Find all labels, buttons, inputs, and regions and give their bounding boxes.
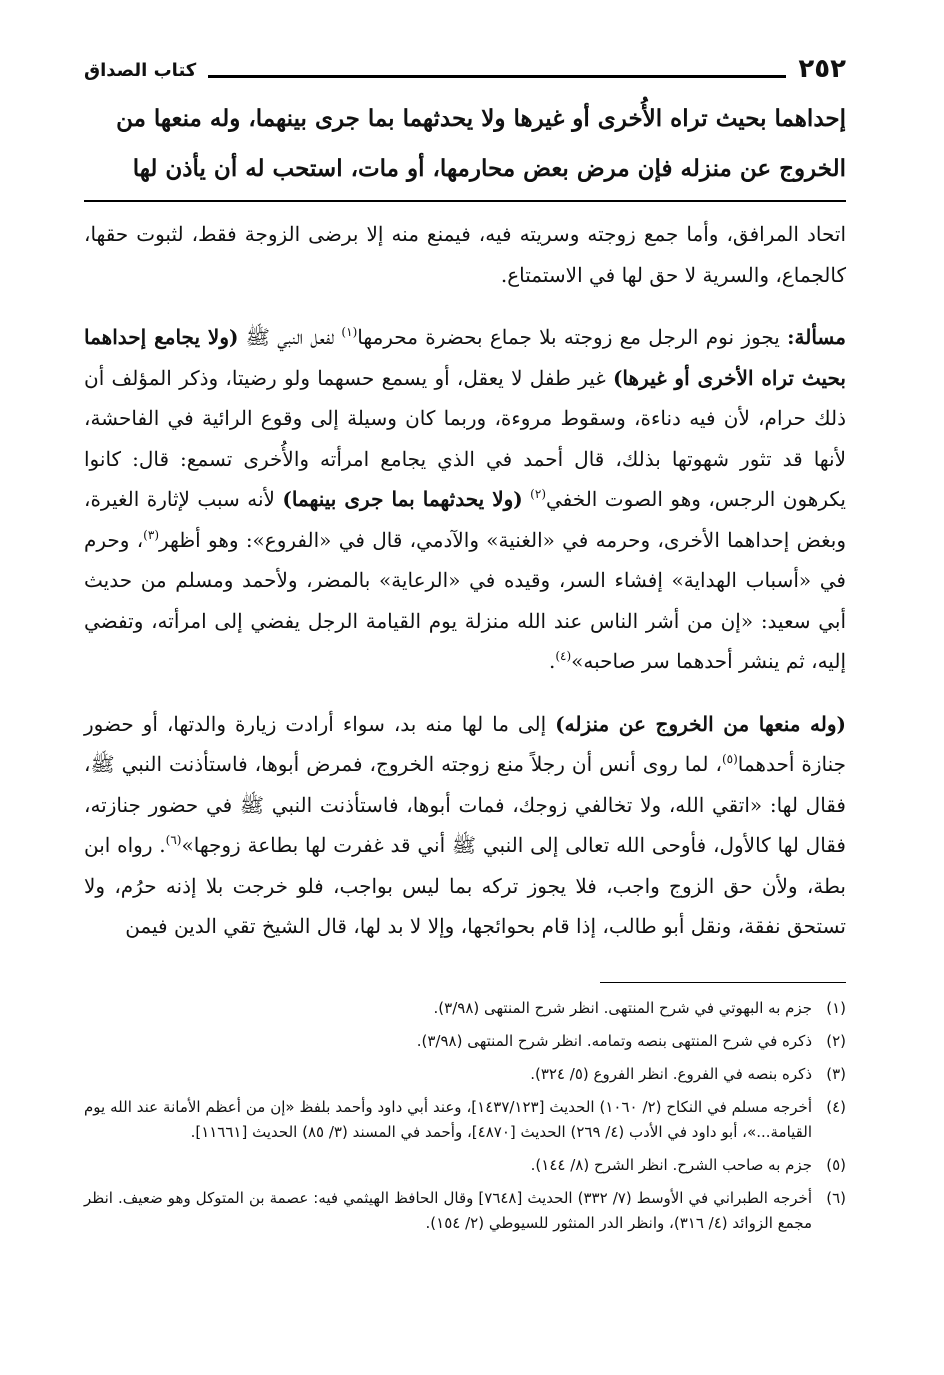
matn-separator	[84, 200, 846, 202]
footnote-ref[interactable]: (٣)	[143, 527, 159, 542]
footnote-text: ذكره في شرح المنتهى بنصه وتمامه. انظر شرح المنتهى (٣/٩٨).	[416, 1032, 812, 1050]
footnote-text: جزم به البهوتي في شرح المنتهى. انظر شرح المنتهى (٣/٩٨).	[433, 999, 812, 1017]
matn-quote: (ولا يجامع إحداهما بحيث تراه الأخرى أو غيرها)	[84, 325, 846, 390]
header-rule	[208, 75, 786, 78]
footnote-text: أخرجه الطبراني في الأوسط (٧/ ٣٣٢) الحديث [٧٦٤٨] وقال الحافظ الهيثمي فيه: عصمة بن المتوكل وهو ضعيف. انظر مجمع الزوائد (٤/ ٣١٦)، وانظر الدر المنثور للسيوطي (٢/ ١٥٤).	[84, 1189, 812, 1232]
text-run: لأنه سبب لإثارة الغيرة، وبغض إحداهما الأخرى، وحرمه في «الغنية» والآدمي، قال في «الفروع»: وهو أظهر	[84, 487, 846, 552]
text-run: . رواه ابن بطة، ولأن حق الزوج واجب، فلا يجوز تركه بما ليس بواجب، فلو خرجت بلا إذنه حرُم، ولا تستحق نفقة، ونقل أبو طالب، إذا قام بحوائجها، وإلا لا بد لها، قال الشيخ تقي الدين فيمن	[84, 833, 846, 938]
matn-quote: (وله منعها من الخروج عن منزله)	[555, 711, 846, 736]
issue-label: مسألة:	[787, 325, 846, 349]
matn-line: الخروج عن منزله فإن مرض بعض محارمها، أو مات، استحب له أن يأذن لها	[132, 155, 846, 182]
sharh-paragraph	[84, 704, 846, 947]
matn-line: إحداهما بحيث تراه الأُخرى أو غيرها ولا يحدثهما بما جرى بينهما، وله منعها من	[116, 105, 846, 132]
footnote-number: (٣)	[826, 1065, 846, 1083]
footnote-item	[84, 1186, 846, 1236]
page-number: ٢٥٢	[798, 54, 846, 84]
text-run: ، وحرم في «أسباب الهداية» إفشاء السر، وقيده في «الرعاية» بالمضر، ولأحمد ومسلم من حديث أبي سعيد: «إن من أشر الناس عند الله منزلة يوم القيامة الرجل يفضي إلى امرأته، وتفضي إليه، ثم ينشر أحدهما سر صاحبه»	[84, 527, 847, 673]
footnotes	[84, 996, 846, 1244]
text-run: إلى ما لها منه بد، سواء أرادت زيارة والدتها، أو حضور جنازة أحدهما	[84, 711, 847, 776]
footnote-number: (٦)	[826, 1189, 846, 1207]
book-title: كتاب الصداق	[84, 60, 197, 81]
footnote-item	[84, 1153, 846, 1178]
footnote-text: جزم به صاحب الشرح. انظر الشرح (٨/ ١٤٤).	[530, 1156, 812, 1174]
text-run: لفعل النبي ﷺ	[238, 325, 342, 349]
footnote-number: (١)	[826, 999, 846, 1017]
footnote-text: أخرجه مسلم في النكاح (٢/ ١٠٦٠) الحديث [١٤٣٧/١٢٣]، وعند أبي داود وأحمد بلفظ «إن من أعظم الأمانة عند الله يوم القيامة...»، أبو داود في الأدب (٤/ ٢٦٩) الحديث [٤٨٧٠]، وأحمد في المسند (٣/ ٨٥) الحديث [١١٦٦١].	[84, 1098, 812, 1141]
sharh-paragraph: اتحاد المرافق، وأما جمع زوجته وسريته فيه، فيمنع منه إلا برضى الزوجة فقط، لثبوت حقها، كالجماع، والسرية لا حق لها في الاستمتاع.	[84, 222, 846, 287]
footnote-item	[84, 996, 846, 1021]
footnote-item	[84, 1062, 846, 1087]
footnote-ref[interactable]: (٤)	[555, 649, 572, 663]
footnote-number: (٥)	[826, 1156, 846, 1174]
footnote-ref[interactable]: (١)	[341, 325, 358, 339]
matn-text	[84, 94, 846, 194]
footnote-item	[84, 1095, 846, 1145]
footnote-number: (٢)	[826, 1032, 846, 1050]
sharh-paragraph	[84, 317, 846, 682]
text-run: ، لما روى أنس أن رجلاً منع زوجته الخروج، فمرض أبوها، فاستأذنت النبي ﷺ، فقال لها: «اتقي الله، ولا تخالفي زوجك، فمات أبوها، فاستأذنت النبي ﷺ في حضور جنازته، فقال لها كالأول، فأوحى الله تعالى إلى النبي ﷺ أني قد غفرت لها بطاعة زوجها»	[84, 752, 846, 857]
footnote-text: ذكره بنصه في الفروع. انظر الفروع (٥/ ٣٢٤).	[530, 1065, 812, 1083]
footnote-ref[interactable]: (٥)	[721, 752, 738, 766]
text-run: .	[548, 649, 556, 673]
footnote-item	[84, 1029, 846, 1054]
text-run: غير طفل لا يعقل، أو يسمع حسهما ولو رضيتا، وذكر المؤلف أن ذلك حرام، لأن فيه دناءة، وسقوط مروءة، وربما كان وسيلة إلى وقوع الرائية في الفاحشة، لأنها قد تثور شهوتها بذلك، قال أحمد في الذي يجامع امرأته والأُخرى تسمع: قال: كانوا يكرهون الرجس، وهو الصوت الخفي	[84, 365, 846, 511]
footnote-ref[interactable]: (٢)	[530, 487, 546, 501]
footnote-ref[interactable]: (٦)	[165, 833, 182, 847]
footnote-separator	[600, 982, 846, 983]
matn-quote: (ولا يحدثهما بما جرى بينهما)	[282, 487, 523, 511]
page-header	[84, 44, 846, 84]
text-run: يجوز نوم الرجل مع زوجته بلا جماع بحضرة محرمها	[357, 325, 788, 349]
sharh-text	[84, 214, 846, 947]
footnote-number: (٤)	[826, 1098, 846, 1116]
